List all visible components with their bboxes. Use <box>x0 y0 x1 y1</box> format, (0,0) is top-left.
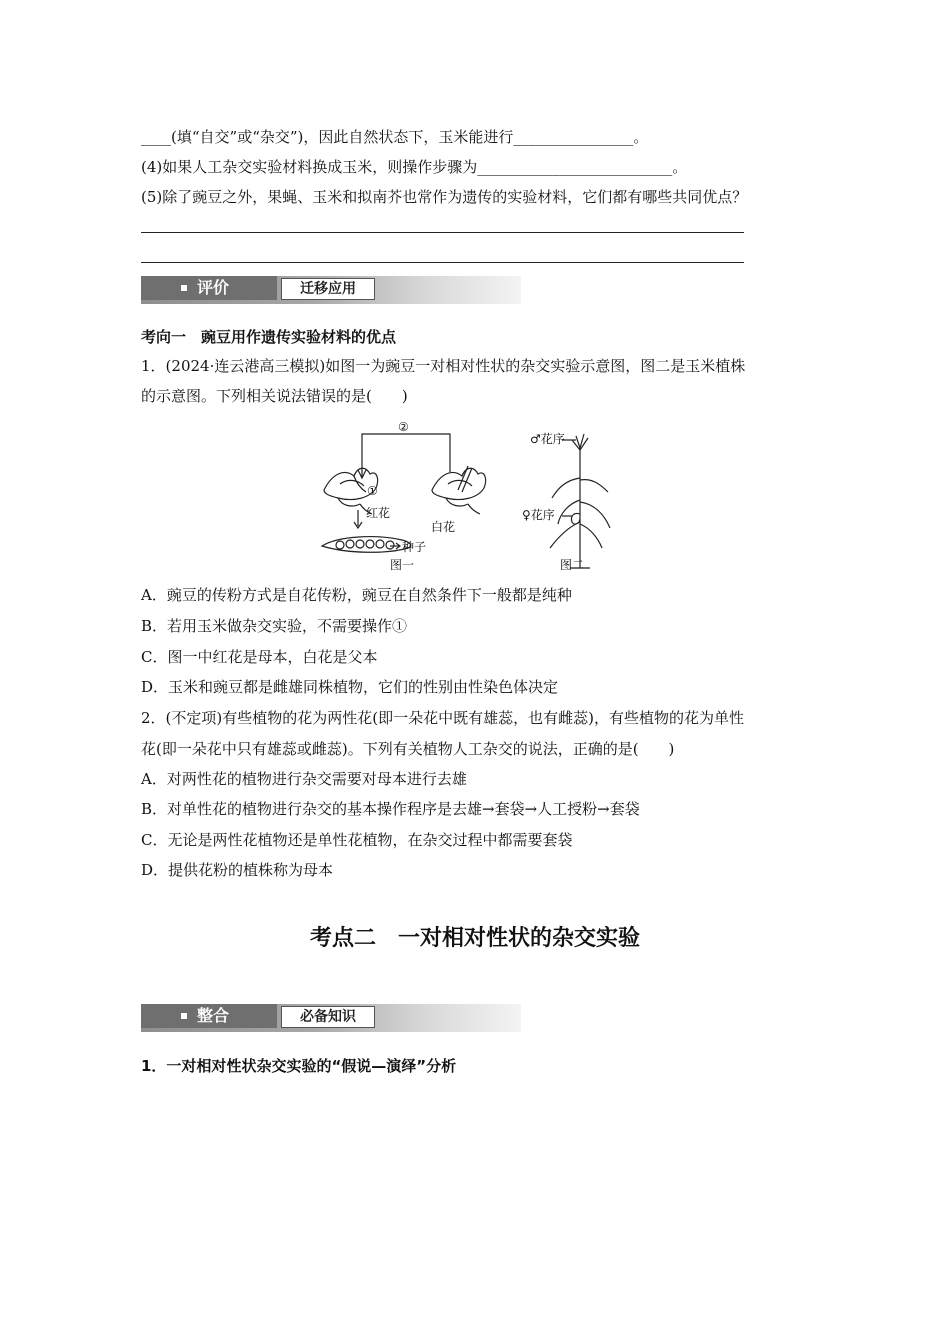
q1-option-b: B．若用玉米做杂交实验，不需要操作① <box>141 617 408 635</box>
seed-label: 种子 <box>402 540 427 554</box>
q1-line1: 1．(2024·连云港高三模拟)如图一为豌豆一对相对性状的杂交实验示意图，图二是玉米植株 <box>141 357 746 375</box>
banner-box-label: 迁移应用 <box>281 278 375 300</box>
answer-line <box>141 262 744 263</box>
q2-line1: 2．(不定项)有些植物的花为两性花(即一朵花中既有雄蕊，也有雌蕊)，有些植物的花为单性 <box>141 709 744 727</box>
figure-drawing <box>318 418 648 578</box>
integration-banner <box>141 1004 521 1032</box>
q1-option-c: C．图一中红花是母本，白花是父本 <box>141 648 378 666</box>
q1-option-a: A．豌豆的传粉方式是自花传粉，豌豆在自然条件下一般都是纯种 <box>141 586 572 604</box>
q2-option-c: C．无论是两性花植物还是单性花植物，在杂交过程中都需要套袋 <box>141 831 573 849</box>
corn-plant-drawing <box>550 434 610 568</box>
step-2-label: ② <box>398 420 409 434</box>
figure-2-caption: 图二 <box>560 558 585 572</box>
white-flower-drawing <box>432 466 486 514</box>
banner-label: 评价 <box>197 278 230 297</box>
item-heading: 1．一对相对性状杂交实验的“假说—演绎”分析 <box>141 1057 457 1075</box>
experiment-figure <box>318 418 648 578</box>
banner-box-label: 必备知识 <box>281 1006 375 1028</box>
white-flower-label: 白花 <box>431 520 456 534</box>
q1-line2: 的示意图。下列相关说法错误的是( ) <box>141 387 408 405</box>
red-flower-label: 红花 <box>366 506 391 520</box>
q2-option-b: B．对单性花的植物进行杂交的基本操作程序是去雄→套袋→人工授粉→套袋 <box>141 800 640 818</box>
evaluation-banner <box>141 276 521 304</box>
banner-dark-block <box>141 276 277 300</box>
question-4: (4)如果人工杂交实验材料换成玉米，则操作步骤为__________________________。 <box>141 158 688 176</box>
banner-label: 整合 <box>197 1006 230 1025</box>
text-line: ____(填“自交”或“杂交”)，因此自然状态下，玉米能进行________________。 <box>141 128 649 146</box>
figure-1-caption: 图一 <box>390 558 415 572</box>
banner-dark-block <box>141 1004 277 1028</box>
direction-heading: 考向一 豌豆用作遗传实验材料的优点 <box>141 328 397 346</box>
q2-option-d: D．提供花粉的植株称为母本 <box>141 861 334 879</box>
section-title: 考点二 一对相对性状的杂交实验 <box>309 926 640 951</box>
q1-option-d: D．玉米和豌豆都是雌雄同株植物，它们的性别由性染色体决定 <box>141 678 559 696</box>
q2-line2: 花(即一朵花中只有雄蕊或雌蕊)。下列有关植物人工杂交的说法，正确的是( ) <box>141 740 675 758</box>
female-inflorescence-label: ♀花序 <box>522 508 555 522</box>
answer-line <box>141 232 744 233</box>
question-5: (5)除了豌豆之外，果蝇、玉米和拟南芥也常作为遗传的实验材料，它们都有哪些共同优点？ <box>141 188 748 206</box>
square-bullet-icon <box>181 1013 187 1019</box>
square-bullet-icon <box>181 285 187 291</box>
male-inflorescence-label: ♂花序 <box>530 432 565 446</box>
q2-option-a: A．对两性花的植物进行杂交需要对母本进行去雄 <box>141 770 467 788</box>
step-1-label: ① <box>367 484 378 498</box>
bracket-line <box>362 434 450 478</box>
